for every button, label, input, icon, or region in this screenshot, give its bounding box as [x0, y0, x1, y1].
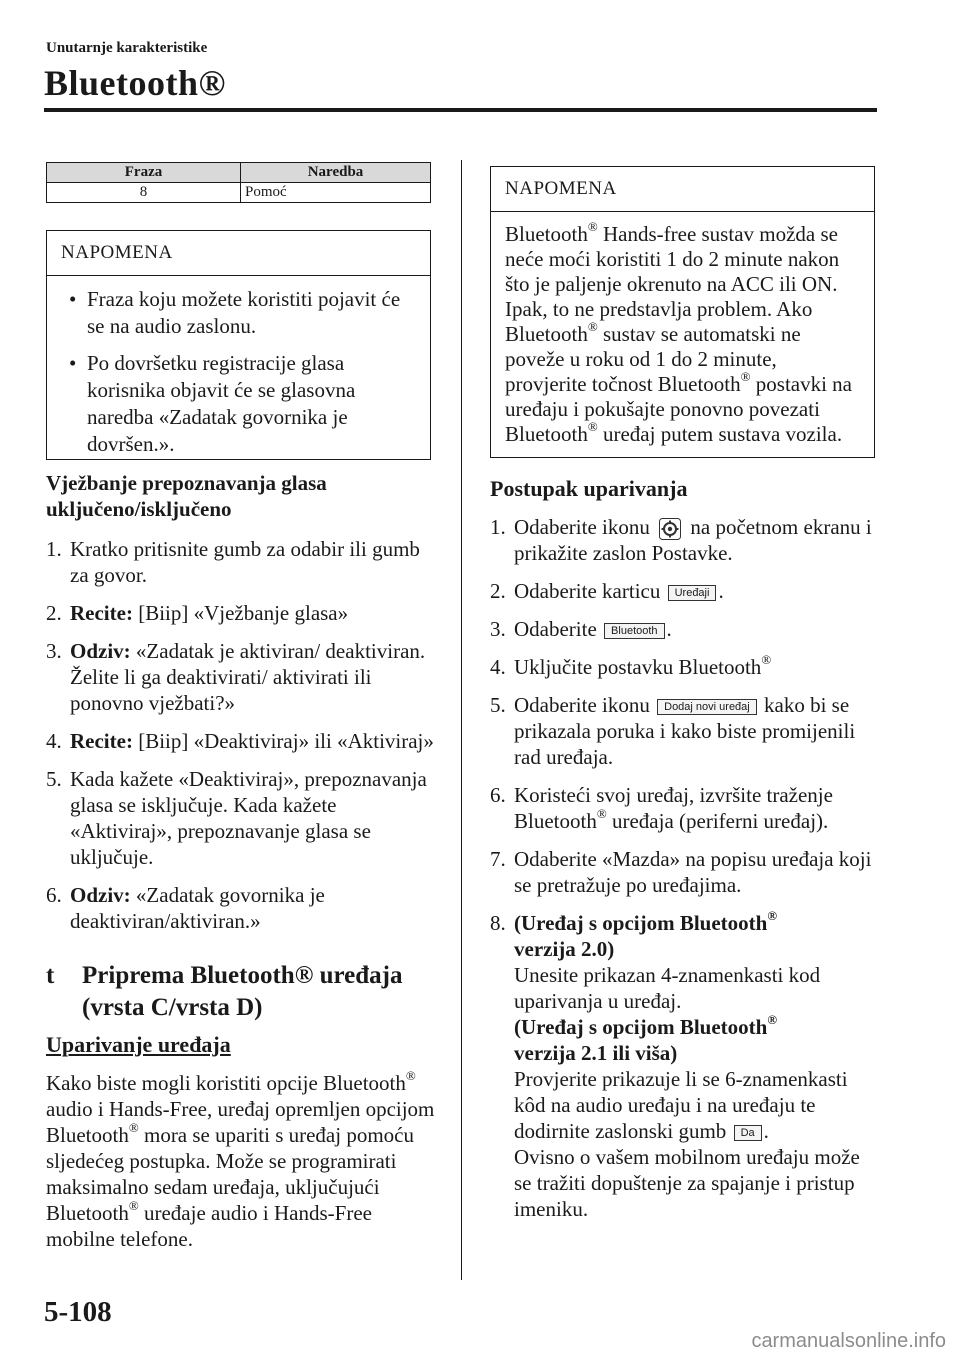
step-text: Odaberite karticu	[514, 579, 661, 604]
step-text: [Biip] «Vježbanje glasa»	[138, 601, 349, 625]
list-item	[490, 910, 880, 1222]
step-text: na početnom ekranu i prikažite zaslon Postavke.	[514, 515, 872, 566]
step-label: Recite:	[70, 729, 133, 753]
step-number: 1.	[46, 537, 62, 561]
note-body	[47, 276, 430, 468]
step-text: Uključite postavku Bluetooth	[514, 655, 762, 680]
table-header: Fraza	[47, 163, 241, 183]
step-text: «Zadatak govornika je deaktiviran/aktiviran.»	[70, 883, 325, 933]
reg-mark: ®	[767, 1012, 778, 1028]
text: uređaje audio i Hands-Free mobilne telefone.	[46, 1201, 372, 1251]
column-divider	[461, 160, 462, 1280]
text: Provjerite prikazuje li se 6-znamenkasti kôd na audio uređaju i na uređaju te dodirnite zaslonski gumb	[514, 1067, 848, 1144]
step-subheading	[514, 1014, 880, 1040]
step-number: 6.	[46, 883, 62, 907]
text: (Uređaj s opcijom Bluetooth	[514, 1015, 768, 1040]
table-cell: Pomoć	[241, 183, 431, 203]
note-heading: NAPOMENA	[491, 167, 874, 212]
step-number: 4.	[46, 729, 62, 753]
reg-mark: ®	[128, 1120, 139, 1135]
list-item	[490, 692, 880, 770]
pairing-subheading: Uparivanje uređaja	[46, 1032, 231, 1057]
step-text: Provjerite prikazuje li se 6-znamenkasti kôd na audio uređaju i na uređaju te dodirnite zaslonski gumb Da .	[514, 1067, 848, 1144]
pairing-steps	[490, 514, 880, 1222]
table-header-row	[47, 163, 431, 183]
step-text: uređaja (periferni uređaj).	[606, 809, 829, 834]
text: Bluetooth	[505, 222, 588, 246]
prep-paragraph	[46, 1070, 446, 1252]
text: (Uređaj s opcijom Bluetooth	[514, 911, 768, 936]
note-heading: NAPOMENA	[47, 231, 430, 276]
pairing-section	[490, 476, 880, 1234]
phrase-table	[46, 162, 431, 203]
step-number: 5.	[46, 767, 62, 791]
reg-mark: ®	[405, 1068, 416, 1083]
step-label: Odziv:	[70, 883, 131, 907]
note-item: • Fraza koju možete koristiti pojavit će se na audio zaslonu.	[61, 286, 416, 340]
step-text: Kratko pritisnite gumb za odabir ili gumb za govor.	[70, 537, 420, 587]
note-item: • Po dovršetku registracije glasa korisnika objavit će se glasovna naredba «Zadatak govornika je dovršen.».	[61, 350, 416, 458]
note-body	[491, 212, 874, 457]
note-list	[61, 286, 416, 458]
reg-mark: ®	[587, 319, 598, 334]
step-text: Unesite prikazan 4-znamenkasti kod uparivanja u uređaj.	[514, 963, 821, 1014]
step-text: [Biip] «Deaktiviraj» ili «Aktiviraj»	[138, 729, 434, 753]
page-number: 5-108	[44, 1296, 112, 1328]
step-number: 2.	[490, 579, 506, 604]
section-label: Unutarnje karakteristike	[46, 40, 208, 56]
note-box-right	[490, 166, 875, 458]
text: uređaj putem sustava vozila.	[597, 422, 843, 446]
prep-section	[46, 960, 446, 1252]
reg-mark: ®	[596, 806, 607, 822]
step-text: Koristeći svoj uređaj, izvršite traženje Bluetooth	[514, 783, 833, 834]
list-item	[46, 536, 436, 588]
step-text: Odaberite «Mazda» na popisu uređaja koji se pretražuje po uređajima.	[514, 847, 872, 898]
step-number: 3.	[46, 639, 62, 663]
step-text: «Zadatak je aktiviran/ deaktiviran. Želite li ga deaktivirati/ aktivirati ili ponovno vježbati?»	[70, 639, 426, 715]
prep-heading-line: (vrsta C/vrsta D)	[82, 994, 263, 1021]
step-number: 1.	[490, 515, 506, 539]
table-cell: 8	[47, 183, 241, 203]
table-header: Naredba	[241, 163, 431, 183]
reg-mark: ®	[761, 652, 772, 668]
list-item: 2. Odaberite karticu Uređaji .	[490, 579, 724, 604]
text: postavki na uređaju i pokušajte ponovno povezati Bluetooth	[505, 372, 852, 446]
list-item	[46, 882, 436, 934]
list-item	[490, 782, 880, 834]
list-item	[46, 766, 436, 870]
step-subheading: verzija 2.1 ili viša)	[514, 1041, 678, 1066]
step-number: 2.	[46, 601, 62, 625]
section-marker: t	[46, 962, 55, 989]
yes-button: Da	[734, 1125, 762, 1141]
step-label: Odziv:	[70, 639, 131, 663]
list-item	[490, 654, 880, 680]
text: mora se upariti s uređaj pomoću sljedećeg postupka. Može se programirati maksimalno sedam uređaja, uključujući Bluetooth	[46, 1123, 414, 1225]
reg-mark: ®	[587, 419, 598, 434]
list-item	[46, 728, 436, 754]
list-item: 3. Odaberite Bluetooth .	[490, 617, 672, 642]
step-number: 8.	[490, 911, 506, 936]
step-subheading	[514, 910, 880, 936]
text: audio i Hands-Free, uređaj opremljen opcijom Bluetooth	[46, 1097, 435, 1147]
devices-tab-button: Uređaji	[668, 585, 717, 601]
note-box-left	[46, 230, 431, 460]
step-text: Kada kažete «Deaktiviraj», prepoznavanja glasa se isključuje. Kada kažete «Aktiviraj», prepoznavanje glasa se uključuje.	[70, 767, 427, 869]
reg-mark: ®	[128, 1198, 139, 1213]
page-title: Bluetooth®	[44, 63, 226, 103]
step-text: Odaberite ikonu	[514, 515, 650, 539]
step-number: 5.	[490, 693, 506, 718]
step-text: kako bi se prikazala poruka i kako biste promijenili rad uređaja.	[514, 693, 856, 770]
training-heading-line: uključeno/isključeno	[46, 497, 232, 521]
table-row	[47, 183, 431, 203]
title-rule	[44, 108, 877, 112]
add-new-device-button: Dodaj novi uređaj	[657, 699, 757, 715]
reg-mark: ®	[587, 219, 598, 234]
bluetooth-button: Bluetooth	[604, 623, 664, 639]
settings-gear-icon	[659, 518, 681, 540]
prep-heading-line: Priprema Bluetooth® uređaja	[82, 962, 403, 989]
step-label: Recite:	[70, 601, 133, 625]
list-item	[46, 638, 436, 716]
step-number: 4.	[490, 655, 506, 680]
step-number: 7.	[490, 847, 506, 872]
prep-heading	[46, 960, 446, 1024]
text: Hands-free sustav možda se neće moći koristiti 1 do 2 minute nakon što je paljenje okrenuto na ACC ili ON. Ipak, to ne predstavlja problem. Ako Bluetooth	[505, 222, 840, 346]
list-item	[490, 846, 880, 898]
training-heading-line: Vježbanje prepoznavanja glasa	[46, 471, 327, 495]
text: sustav se automatski ne poveže u roku od 1 do 2 minute, provjerite točnost Bluetooth	[505, 322, 801, 396]
training-section	[46, 470, 436, 946]
step-text: Odaberite ikonu	[514, 693, 650, 718]
reg-mark: ®	[767, 908, 778, 924]
list-item	[490, 514, 880, 566]
training-steps	[46, 536, 436, 934]
step-text: Ovisno o vašem mobilnom uređaju može se tražiti dopuštenje za spajanje i pristup imeniku.	[514, 1145, 860, 1222]
step-subheading: verzija 2.0)	[514, 937, 615, 962]
list-item	[46, 600, 436, 626]
step-number: 3.	[490, 617, 506, 642]
watermark: carmanualsonline.info	[751, 1330, 946, 1352]
training-heading	[46, 470, 436, 522]
reg-mark: ®	[740, 369, 751, 384]
step-number: 6.	[490, 783, 506, 808]
step-text: Odaberite	[514, 617, 597, 642]
pairing-heading: Postupak uparivanja	[490, 476, 688, 501]
text: Kako biste mogli koristiti opcije Bluetooth	[46, 1071, 406, 1095]
